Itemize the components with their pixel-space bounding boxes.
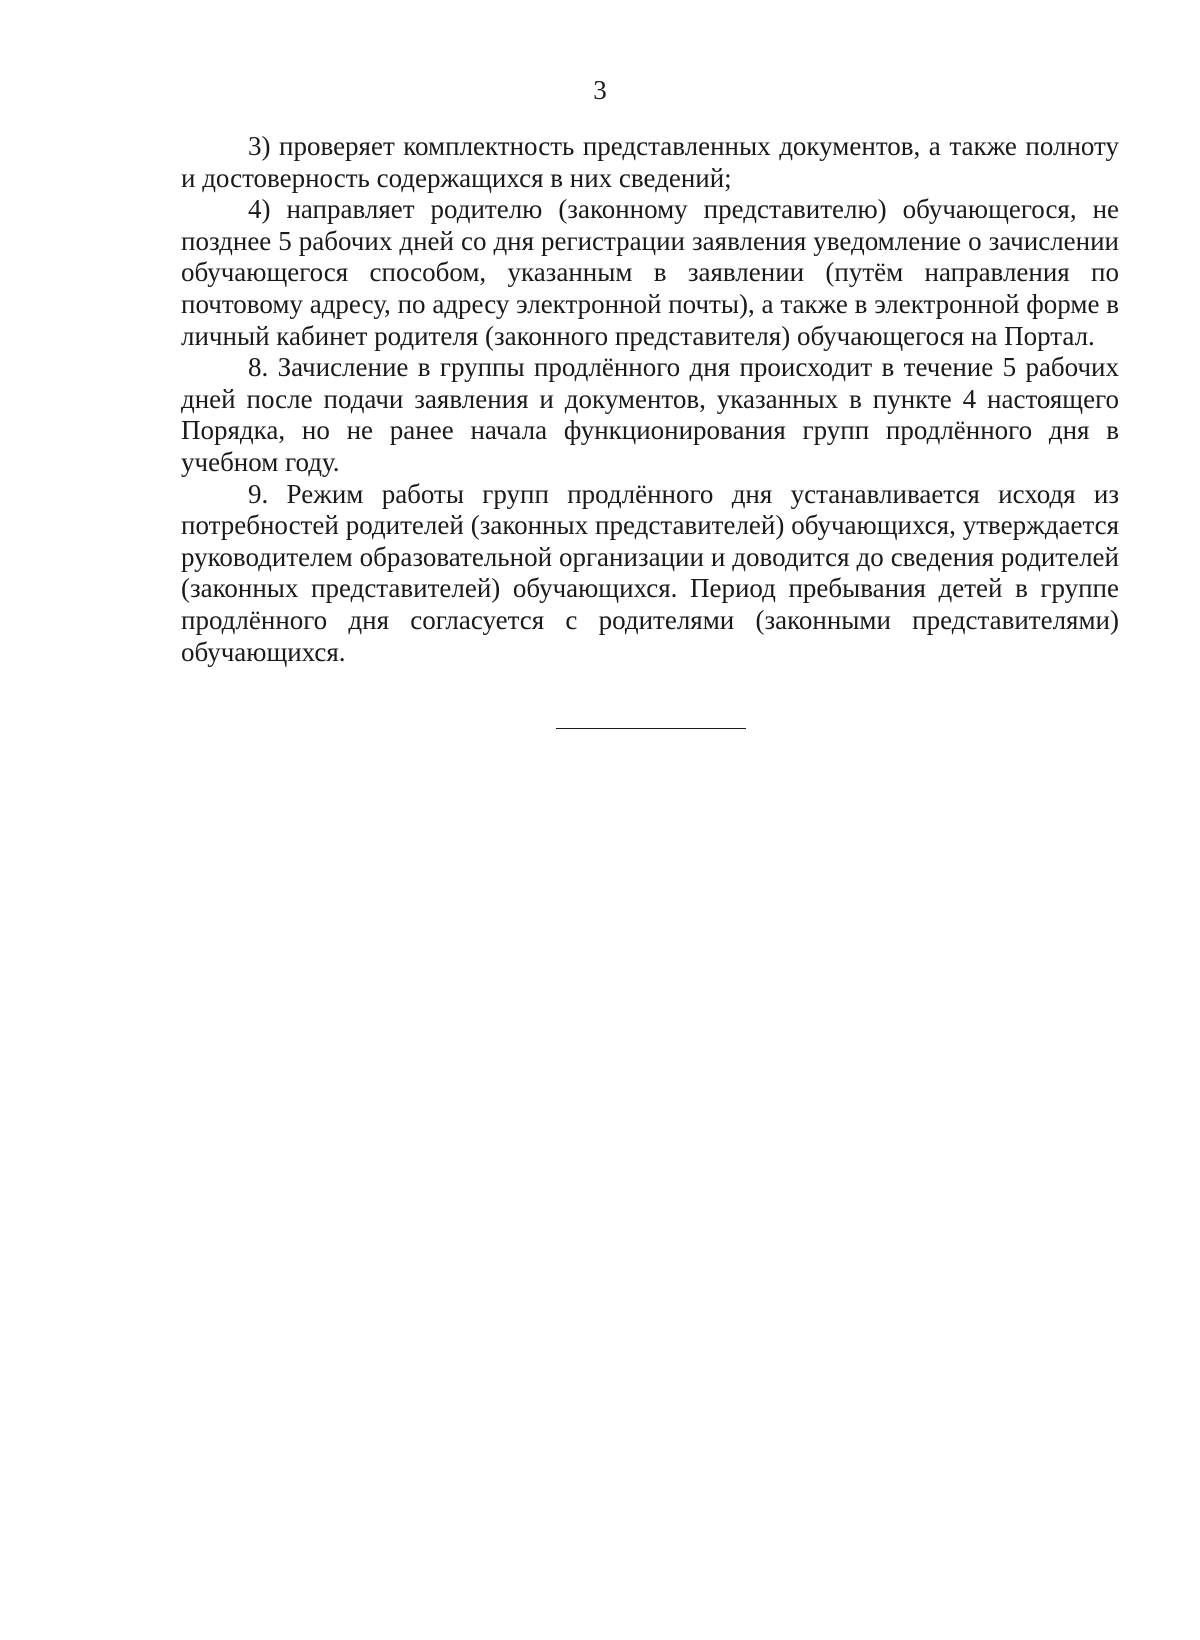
document-body xyxy=(181,131,1119,668)
end-of-document-rule xyxy=(556,728,746,729)
paragraph-clause-8: 8. Зачисление в группы продлённого дня происходит в течение 5 рабочих дней после подачи заявления и документов, указанных в пункте 4 настоящего Порядка, но не ранее начала функционирования групп продлённого дня в учебном году. xyxy=(181,352,1119,477)
paragraph-clause-9: 9. Режим работы групп продлённого дня устанавливается исходя из потребностей родителей (законных представителей) обучающихся, утверждается руководителем образовательной организации и доводится до сведения родителей (законных представителей) обучающихся. Период пребывания детей в группе продлённого дня согласуется с родителями (законными представителями) обучающихся. xyxy=(181,478,1119,667)
paragraph-item-3: 3) проверяет комплектность представленных документов, а также полноту и достоверность содержащихся в них сведений; xyxy=(181,131,1119,193)
paragraph-item-4: 4) направляет родителю (законному представителю) обучающегося, не позднее 5 рабочих дней со дня регистрации заявления уведомление о зачислении обучающегося способом, указанным в заявлении (путём направления по почтовому адресу, по адресу электронной почты), а также в электронной форме в личный кабинет родителя (законного представителя) обучающегося на Портал. xyxy=(181,194,1119,351)
page-number: 3 xyxy=(593,75,607,105)
